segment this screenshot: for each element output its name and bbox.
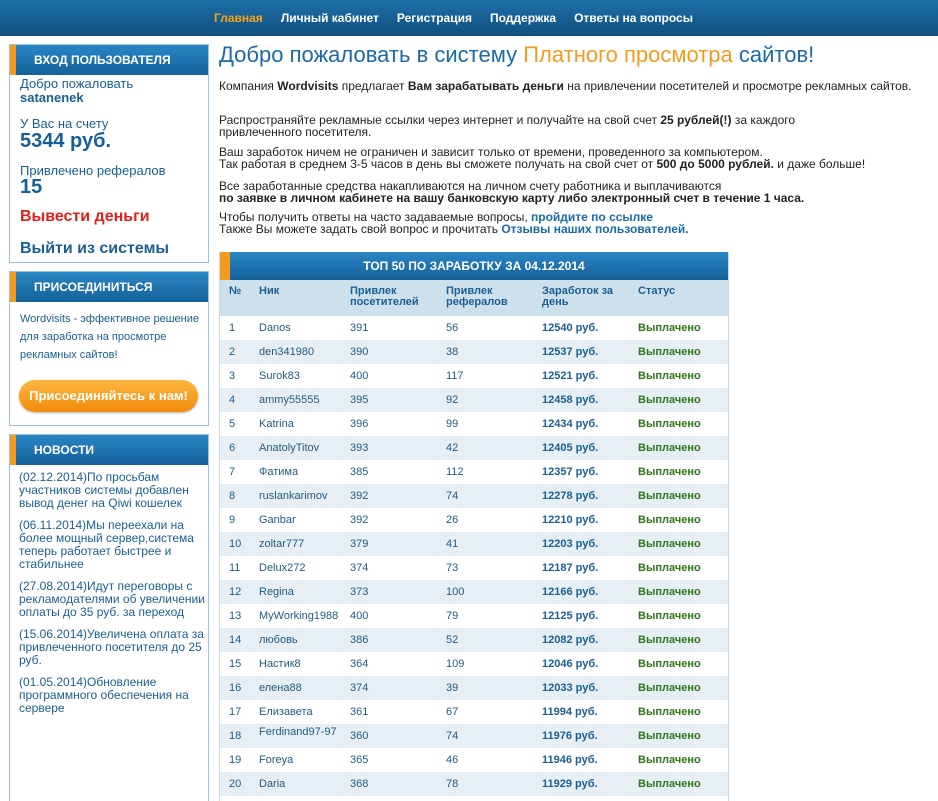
join-description: Wordvisits - эффективное решение для заработка на просмотре рекламных сайтов! <box>20 313 199 361</box>
table-cell: елена88 <box>259 682 302 694</box>
table-cell: 395 <box>350 394 369 406</box>
table-cell: 109 <box>446 658 465 670</box>
column-header: Привлек посетителей <box>350 285 419 308</box>
table-cell: Surok83 <box>259 370 300 382</box>
table-body <box>220 316 728 796</box>
table-cell: Выплачено <box>638 730 701 742</box>
table-cell: 73 <box>446 562 459 574</box>
table-cell: 360 <box>350 730 369 742</box>
table-cell: AnatolyTitov <box>259 442 320 454</box>
p1-company: Wordvisits <box>277 79 339 93</box>
p4-line-1: Все заработанные средства накапливаются на личном счету работника и выплачиваются <box>219 179 722 193</box>
table-cell: 12166 руб. <box>542 586 599 598</box>
table-row <box>220 412 728 436</box>
table-cell: 13 <box>229 610 242 622</box>
table-cell: 12405 руб. <box>542 442 599 454</box>
welcome-text: Добро пожаловать <box>20 76 134 91</box>
table-cell: 17 <box>229 706 242 718</box>
intro-paragraph-1 <box>219 80 929 92</box>
table-cell: Выплачено <box>638 418 701 430</box>
table-cell: 10 <box>229 538 242 550</box>
p3-line-1: Ваш заработок ничем не ограничен и зависит только от времени, проведенного за компьютером. <box>219 145 763 159</box>
table-cell: 46 <box>446 754 459 766</box>
table-cell: 12187 руб. <box>542 562 599 574</box>
table-cell: 365 <box>350 754 369 766</box>
title-part-1: Добро пожаловать в систему <box>219 42 524 67</box>
join-box-title: ПРИСОЕДИНИТЬСЯ <box>10 272 208 302</box>
table-cell: 12210 руб. <box>542 514 599 526</box>
table-cell: 11929 руб. <box>542 778 598 790</box>
table-row <box>220 652 728 676</box>
table-cell: 1 <box>229 322 236 334</box>
nav-item-0[interactable]: Главная <box>214 11 263 25</box>
news-box <box>9 434 209 801</box>
p2-text-a: Распространяйте рекламные ссылки через интернет и получайте на свой счет <box>219 113 661 127</box>
table-cell: 78 <box>446 778 459 790</box>
table-row <box>220 676 728 700</box>
table-row <box>220 436 728 460</box>
column-header: № <box>229 285 242 297</box>
table-cell: Выплачено <box>638 682 701 694</box>
table-cell: 100 <box>446 586 465 598</box>
welcome-block <box>20 77 133 105</box>
table-cell: 374 <box>350 562 369 574</box>
join-button[interactable]: Присоединяйтесь к нам! <box>19 380 198 412</box>
table-row <box>220 556 728 580</box>
p4-line-2: по заявке в личном кабинете на вашу банковскую карту либо электронный счет в течение 1 часа. <box>219 191 805 205</box>
table-cell: 6 <box>229 442 236 454</box>
table-row <box>220 388 728 412</box>
table-cell: ruslankarimov <box>259 490 328 502</box>
p3-text-c: и даже больше! <box>773 157 866 171</box>
table-row <box>220 484 728 508</box>
table-cell: 391 <box>350 322 369 334</box>
table-cell: Foreya <box>259 754 294 766</box>
table-row <box>220 748 728 772</box>
title-part-2: сайтов! <box>732 42 815 67</box>
table-cell: 396 <box>350 418 369 430</box>
reviews-line <box>219 223 931 235</box>
column-header: Заработок за день <box>542 285 614 308</box>
table-cell: 18 <box>229 730 242 742</box>
table-cell: Regina <box>259 586 294 598</box>
top-navigation <box>0 0 938 36</box>
table-cell: Danos <box>259 322 291 334</box>
table-row <box>220 340 728 364</box>
logout-link[interactable]: Выйти из системы <box>20 240 170 257</box>
table-cell: 74 <box>446 730 459 742</box>
table-cell: 374 <box>350 682 369 694</box>
news-item[interactable]: (01.05.2014)Обновление программного обеспечения на сервере <box>19 675 189 715</box>
table-cell: 12458 руб. <box>542 394 599 406</box>
table-cell: 400 <box>350 370 369 382</box>
table-cell: Выплачено <box>638 562 701 574</box>
nav-item-3[interactable]: Поддержка <box>489 11 557 25</box>
table-cell: 393 <box>350 442 369 454</box>
top-earners-table <box>219 252 729 801</box>
table-cell: 379 <box>350 538 369 550</box>
intro-paragraph-5 <box>219 211 931 235</box>
table-cell: Выплачено <box>638 370 701 382</box>
table-cell: 12 <box>229 586 242 598</box>
table-cell: 112 <box>446 466 464 478</box>
table-cell: Выплачено <box>638 658 701 670</box>
news-list <box>19 471 207 724</box>
table-cell: 2 <box>229 346 236 358</box>
table-cell: 12434 руб. <box>542 418 599 430</box>
table-cell: Елизавета <box>259 706 313 718</box>
table-row <box>220 772 728 796</box>
table-cell: 12537 руб. <box>542 346 599 358</box>
table-cell: Выплачено <box>638 490 701 502</box>
nav-item-1[interactable]: Личный кабинет <box>280 11 379 25</box>
balance-value: 5344 руб. <box>20 130 112 152</box>
news-item[interactable]: (06.11.2014)Мы переехали на более мощный сервер,система теперь работает быстрее и стабильнее <box>19 518 194 571</box>
table-cell: Выплачено <box>638 706 701 718</box>
p3-line-2 <box>219 158 931 170</box>
nav-item-4[interactable]: Ответы на вопросы <box>574 11 693 25</box>
table-cell: 12540 руб. <box>542 322 599 334</box>
table-cell: 79 <box>446 610 459 622</box>
table-cell: Выплачено <box>638 346 701 358</box>
table-cell: 16 <box>229 682 242 694</box>
table-cell: 386 <box>350 634 369 646</box>
table-cell: 92 <box>446 394 459 406</box>
page-title <box>219 42 931 68</box>
intro-paragraph-3 <box>219 146 931 170</box>
table-row <box>220 580 728 604</box>
table-cell: 373 <box>350 586 369 598</box>
table-cell: любовь <box>259 634 298 646</box>
table-cell: MyWorking1988 <box>259 610 339 622</box>
p3-amount: 500 до 5000 рублей. <box>656 157 774 171</box>
table-cell: 385 <box>350 466 369 478</box>
table-cell: Выплачено <box>638 778 701 790</box>
table-cell: 11976 руб. <box>542 730 598 742</box>
table-cell: 26 <box>446 514 459 526</box>
table-cell: 74 <box>446 490 459 502</box>
intro-paragraph-4 <box>219 180 931 204</box>
column-header: Статус <box>638 285 676 297</box>
reviews-text: Также Вы можете задать свой вопрос и прочитать <box>219 222 502 236</box>
p1-earn: Вам зарабатывать деньги <box>407 79 564 93</box>
table-cell: 117 <box>446 370 464 382</box>
news-item[interactable]: (15.06.2014)Увеличена оплата за привлеченного посетителя до 25 руб. <box>19 627 204 667</box>
login-box-title: ВХОД ПОЛЬЗОВАТЕЛЯ <box>10 45 208 75</box>
login-box <box>9 44 209 263</box>
faq-link[interactable]: пройдите по ссылке <box>531 210 653 224</box>
p2-amount: 25 рублей(!) <box>660 113 732 127</box>
table-cell: 42 <box>446 442 459 454</box>
title-highlight: Платного просмотра <box>523 42 733 67</box>
account-label: У Вас на счету <box>20 116 109 131</box>
table-row <box>220 316 728 340</box>
table-cell: Выплачено <box>638 466 701 478</box>
table-cell: Выплачено <box>638 538 701 550</box>
table-cell: 19 <box>229 754 242 766</box>
news-box-title: НОВОСТИ <box>10 435 208 465</box>
news-item[interactable]: (02.12.2014)По просьбам участников системы добавлен вывод денег на Qiwi кошелек <box>19 470 189 510</box>
table-cell: Ganbar <box>259 514 296 526</box>
p1-text-e: на привлечении посетителей и просмотре рекламных сайтов. <box>563 79 912 93</box>
column-header: Ник <box>259 285 280 297</box>
table-cell: ammy55555 <box>259 394 320 406</box>
table-cell: Выплачено <box>638 442 701 454</box>
table-cell: 38 <box>446 346 459 358</box>
table-cell: zoltar777 <box>259 538 305 550</box>
table-cell: Выплачено <box>638 514 701 526</box>
table-cell: 5 <box>229 418 236 430</box>
table-cell: 56 <box>446 322 459 334</box>
table-cell: den341980 <box>259 346 315 358</box>
table-cell: 67 <box>446 706 459 718</box>
table-cell: 14 <box>229 634 242 646</box>
table-row <box>220 508 728 532</box>
news-item[interactable]: (27.08.2014)Идут переговоры с рекламодателями об увеличении оплаты до 35 руб. за переход <box>19 579 205 619</box>
table-cell: 7 <box>229 466 236 478</box>
table-cell: 12125 руб. <box>542 610 599 622</box>
table-cell: 8 <box>229 490 236 502</box>
table-cell: 9 <box>229 514 236 526</box>
table-cell: Выплачено <box>638 754 701 766</box>
table-row <box>220 460 728 484</box>
referrals-count: 15 <box>20 176 43 198</box>
table-cell: Daria <box>259 778 286 790</box>
table-cell: 11 <box>229 562 241 574</box>
table-cell: Выплачено <box>638 394 701 406</box>
referrals-label: Привлечено рефералов <box>20 163 166 178</box>
table-cell: Delux272 <box>259 562 306 574</box>
p1-text-a: Компания <box>219 79 278 93</box>
table-cell: 400 <box>350 610 369 622</box>
table-cell: 12357 руб. <box>542 466 599 478</box>
table-cell: 12203 руб. <box>542 538 599 550</box>
table-cell: 11946 руб. <box>542 754 598 766</box>
reviews-link[interactable]: Отзывы наших пользователей. <box>501 222 689 236</box>
table-cell: Настик8 <box>259 658 301 670</box>
nav-items <box>214 0 711 36</box>
table-cell: 390 <box>350 346 369 358</box>
main-content <box>219 42 931 236</box>
table-header-row <box>220 280 728 316</box>
column-header: Привлек рефералов <box>446 285 508 308</box>
table-cell: 11994 руб. <box>542 706 598 718</box>
table-cell: 368 <box>350 778 369 790</box>
faq-text: Чтобы получить ответы на часто задаваемые вопросы, <box>219 210 531 224</box>
table-cell: 12046 руб. <box>542 658 599 670</box>
p2-text-c: за каждого привлеченного посетителя. <box>219 113 796 139</box>
table-row <box>220 724 728 748</box>
table-row <box>220 532 728 556</box>
table-cell: Фатима <box>259 466 299 478</box>
intro-paragraph-2 <box>219 114 859 138</box>
table-cell: Выплачено <box>638 322 701 334</box>
table-cell: 12033 руб. <box>542 682 599 694</box>
table-cell: 52 <box>446 634 459 646</box>
table-row <box>220 628 728 652</box>
table-cell: 12278 руб. <box>542 490 599 502</box>
table-cell: Выплачено <box>638 634 701 646</box>
table-cell: Katrina <box>259 418 294 430</box>
table-cell: Выплачено <box>638 586 701 598</box>
p1-text-c: предлагает <box>338 79 408 93</box>
table-cell: 20 <box>229 778 242 790</box>
nav-item-2[interactable]: Регистрация <box>396 11 472 25</box>
table-cell: 12521 руб. <box>542 370 599 382</box>
table-cell: 392 <box>350 514 369 526</box>
table-cell: 361 <box>350 706 369 718</box>
table-cell: 41 <box>446 538 459 550</box>
table-cell: 99 <box>446 418 459 430</box>
table-row <box>220 364 728 388</box>
table-row <box>220 700 728 724</box>
table-cell: 15 <box>229 658 242 670</box>
table-cell: 392 <box>350 490 369 502</box>
table-cell: 364 <box>350 658 369 670</box>
p3-text-a: Так работая в среднем 3-5 часов в день вы сможете получать на свой счет от <box>219 157 657 171</box>
table-row <box>220 604 728 628</box>
table-cell: 39 <box>446 682 459 694</box>
table-title: ТОП 50 ПО ЗАРАБОТКУ ЗА 04.12.2014 <box>220 252 728 280</box>
table-cell: Ferdinand97-97 <box>259 726 337 738</box>
table-cell: 12082 руб. <box>542 634 599 646</box>
username: satanenek <box>20 90 84 105</box>
table-cell: 4 <box>229 394 236 406</box>
withdraw-link[interactable]: Вывести деньги <box>20 208 150 225</box>
table-cell: Выплачено <box>638 610 701 622</box>
table-cell: 3 <box>229 370 236 382</box>
join-box <box>9 271 209 426</box>
